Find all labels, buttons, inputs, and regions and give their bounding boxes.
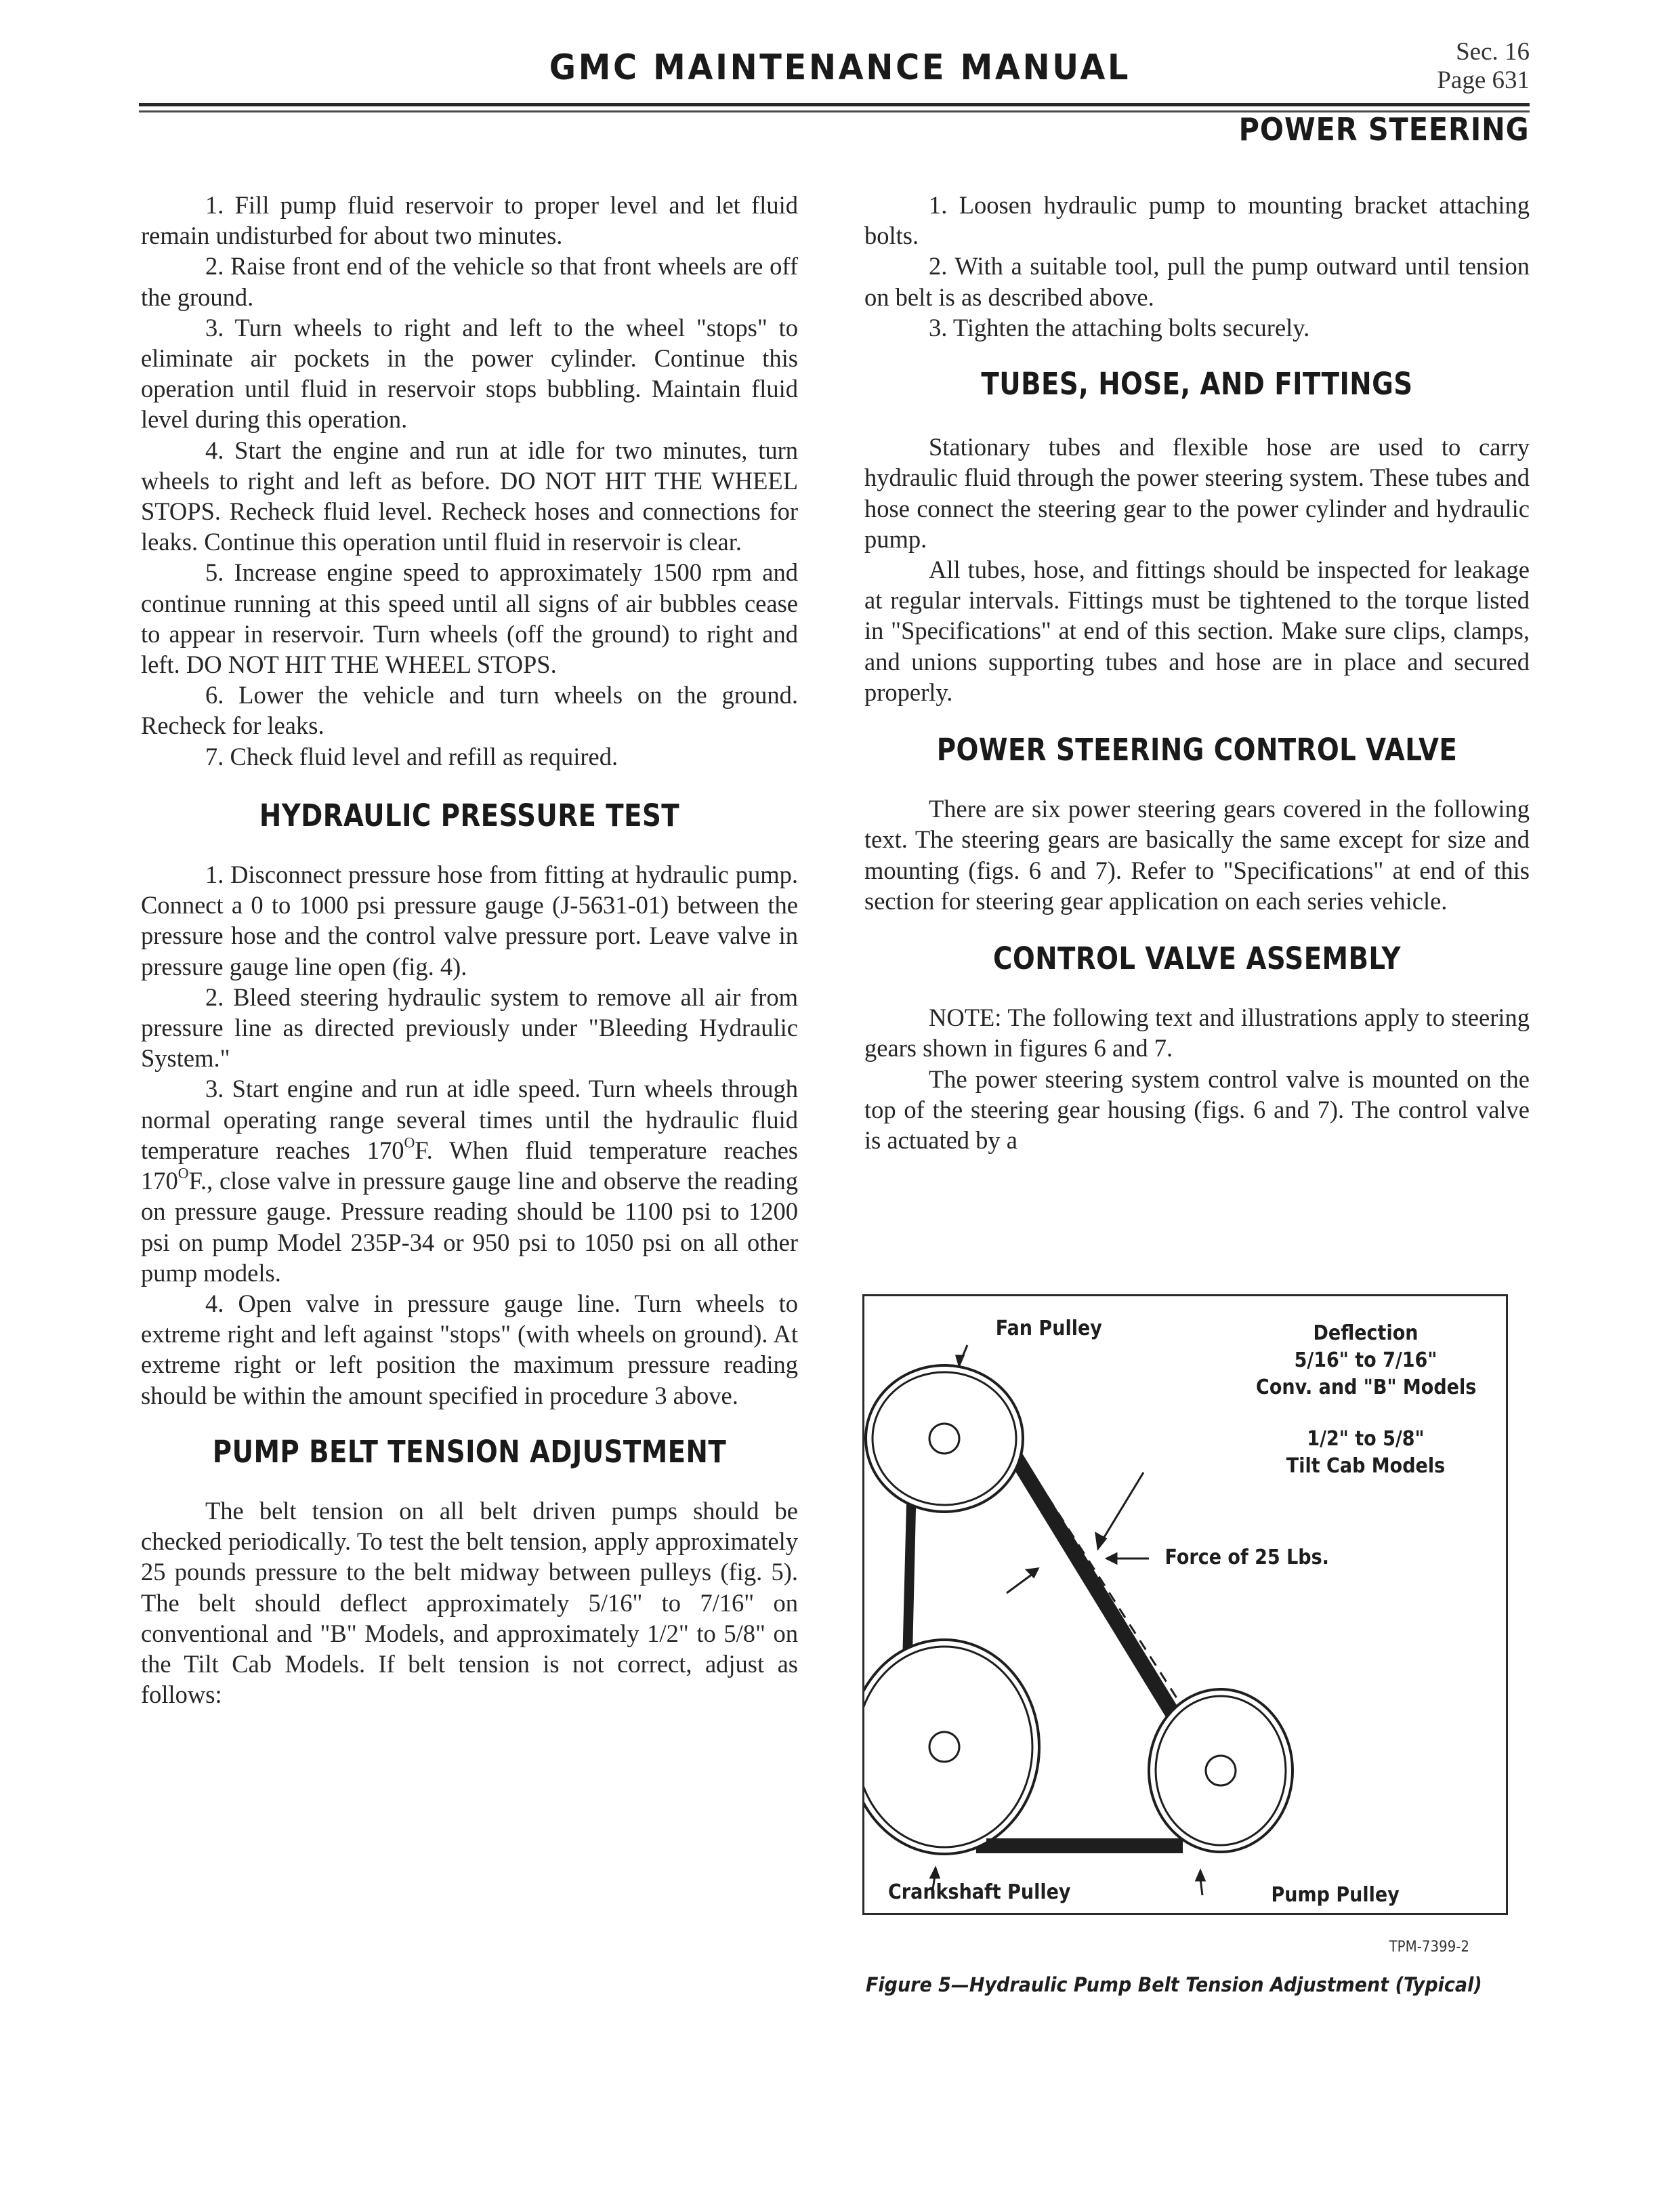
manual-title: GMC MAINTENANCE MANUAL: [549, 47, 1131, 88]
control-valve-paragraph: There are six power steering gears covered in the following text. The steering gears are basically the same except for size and mounting (figs. 6 and 7). Refer to "Specifications" at end of this section for steering gear application on each series vehicle.: [864, 795, 1530, 915]
figure-belt-tension-diagram: [862, 1294, 1508, 1956]
figure-code: TPM-7399-2: [1389, 1939, 1469, 1956]
adjust-step-3: 3. Tighten the attaching bolts securely.: [929, 313, 1310, 342]
label-conv-range: 5/16" to 7/16": [1294, 1348, 1437, 1372]
bleed-step-3: 3. Turn wheels to right and left to the wheel "stops" to eliminate air pockets in the power cylinder. Continue this operation until fluid in reservoir stops bubbling. Maintain fluid level during this operation.: [141, 313, 798, 434]
bleed-step-7: 7. Check fluid level and refill as required.: [205, 742, 618, 770]
label-deflection: Deflection: [1313, 1321, 1419, 1345]
pressure-step-1: 1. Disconnect pressure hose from fitting at hydraulic pump. Connect a 0 to 1000 psi pressure gauge (J-5631-01) between the pressure hose and the control valve pressure port. Leave valve in pressure gauge line open (fig. 4).: [141, 861, 798, 981]
page-reference: [1437, 38, 1530, 95]
assembly-note: NOTE: The following text and illustrations apply to steering gears shown in figures 6 and 7.: [864, 1004, 1530, 1062]
label-pump-pulley: Pump Pulley: [1271, 1883, 1400, 1907]
label-fan-pulley: Fan Pulley: [995, 1317, 1102, 1340]
pressure-step-4: 4. Open valve in pressure gauge line. Turn wheels to extreme right and left against "stops" (with wheels on ground). At extreme right or left position the maximum pressure reading should be within the amount specified in procedure 3 above.: [141, 1289, 798, 1409]
assembly-paragraph: The power steering system control valve is mounted on the top of the steering gear housing (figs. 6 and 7). The control valve is actuated by a: [864, 1065, 1530, 1155]
tubes-paragraph-1: Stationary tubes and flexible hose are used to carry hydraulic fluid through the power steering system. These tubes and hose connect the steering gear to the power cylinder and hydraulic pump.: [864, 433, 1530, 553]
bleed-step-1: 1. Fill pump fluid reservoir to proper level and let fluid remain undisturbed for about two minutes.: [141, 191, 798, 250]
pump-pulley-icon: [1149, 1689, 1293, 1852]
chapter-title: POWER STEERING: [1239, 111, 1530, 148]
figure-caption: Figure 5—Hydraulic Pump Belt Tension Adjustment (Typical): [866, 1973, 1482, 1996]
fan-pulley-icon: [866, 1365, 1023, 1512]
adjust-step-1: 1. Loosen hydraulic pump to mounting bracket attaching bolts.: [864, 191, 1530, 250]
label-force: Force of 25 Lbs.: [1164, 1546, 1329, 1569]
heading-tubes-hose-fittings: TUBES, HOSE, AND FITTINGS: [981, 366, 1413, 402]
page-number: Page 631: [1437, 66, 1530, 94]
bleed-step-2: 2. Raise front end of the vehicle so that front wheels are off the ground.: [141, 252, 798, 311]
bleed-step-4: 4. Start the engine and run at idle for two minutes, turn wheels to right and left as before. DO NOT HIT THE WHEEL STOPS. Recheck fluid level. Recheck hoses and connections for leaks. Continue this operation until fluid in reservoir is clear.: [141, 436, 798, 556]
section-number: Sec. 16: [1456, 38, 1530, 66]
left-column: [141, 190, 798, 1710]
heading-power-steering-control-valve: POWER STEERING CONTROL VALVE: [936, 732, 1458, 768]
label-crankshaft-pulley: Crankshaft Pulley: [887, 1880, 1071, 1904]
bleed-step-6: 6. Lower the vehicle and turn wheels on the ground. Recheck for leaks.: [141, 681, 798, 740]
tubes-paragraph-2: All tubes, hose, and fittings should be inspected for leakage at regular intervals. Fittings must be tightened to the torque listed in "Specifications" at end of this section. Make sure clips, clamps, and unions supporting tubes and hose are in place and secured properly.: [864, 556, 1530, 706]
bleed-step-5: 5. Increase engine speed to approximately 1500 rpm and continue running at this speed until all signs of air bubbles cease to appear in reservoir. Turn wheels (off the ground) to right and left. DO NOT HIT THE WHEEL STOPS.: [141, 558, 798, 679]
heading-control-valve-assembly: CONTROL VALVE ASSEMBLY: [993, 941, 1401, 977]
header-rule-thick: [139, 103, 1530, 106]
right-column: [864, 190, 1530, 1155]
belt-tension-paragraph: The belt tension on all belt driven pumps should be checked periodically. To test the belt tension, apply approximately 25 pounds pressure to the belt midway between pulleys (fig. 5). The belt should deflect approximately 5/16" to 7/16" on conventional and "B" Models, and approximately 1/2" to 5/8" on the Tilt Cab Models. If belt tension is not correct, adjust as follows:: [141, 1496, 798, 1709]
label-tilt-range: 1/2" to 5/8": [1307, 1427, 1425, 1451]
heading-hydraulic-pressure-test: HYDRAULIC PRESSURE TEST: [259, 797, 680, 833]
heading-pump-belt-tension: PUMP BELT TENSION ADJUSTMENT: [212, 1433, 727, 1470]
label-tilt-models: Tilt Cab Models: [1286, 1454, 1446, 1478]
adjust-step-2: 2. With a suitable tool, pull the pump outward until tension on belt is as described above.: [864, 252, 1530, 311]
pressure-step-2: 2. Bleed steering hydraulic system to remove all air from pressure line as directed previously under "Bleeding Hydraulic System.": [141, 983, 798, 1073]
label-conv-models: Conv. and "B" Models: [1256, 1376, 1477, 1399]
pressure-step-3: 3. Start engine and run at idle speed. Turn wheels through normal operating range several times until the hydraulic fluid temperature reaches $170^OF$. When fluid temperature reaches $170^OF$., close valve in pressure gauge line and observe the reading on pressure gauge. Pressure reading should be 1100 psi to 1200 psi on pump Model 235P-34 or 950 psi to 1050 psi on all other pump models.: [141, 1075, 798, 1287]
deflection-callout: [1256, 1320, 1475, 1480]
crankshaft-pulley-icon: [864, 1640, 1039, 1854]
